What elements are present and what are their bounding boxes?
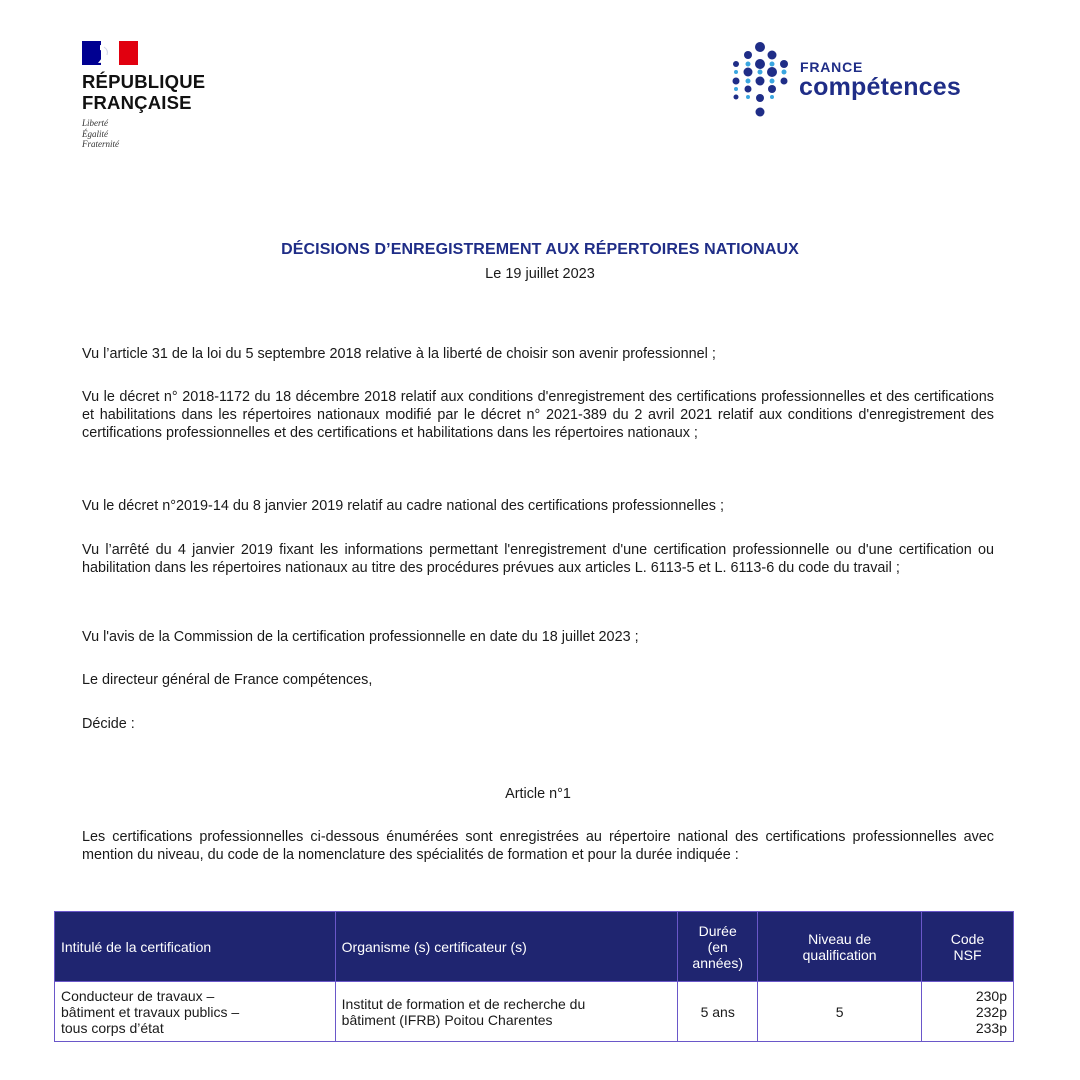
republique-line1: RÉPUBLIQUE bbox=[82, 71, 206, 92]
paragraph-directeur: Le directeur général de France compétences, bbox=[82, 672, 373, 688]
header-niveau bbox=[758, 912, 922, 982]
motto-egalite: Égalité bbox=[82, 128, 108, 139]
cell-nsf bbox=[922, 982, 1014, 1042]
cell-organisme-line1: Institut de formation et de recherche du bbox=[341, 995, 586, 1012]
header-niveau-line2: qualification bbox=[802, 946, 877, 963]
cell-intitule-line1: Conducteur de travaux – bbox=[61, 987, 215, 1004]
certification-table bbox=[54, 911, 1014, 1042]
republique-francaise-logo bbox=[82, 41, 205, 150]
header-niveau-line1: Niveau de bbox=[808, 930, 872, 947]
header-duree bbox=[678, 912, 758, 982]
france-competences-line1: FRANCE bbox=[800, 59, 864, 75]
cell-intitule bbox=[55, 982, 336, 1042]
paragraph-loi: Vu l’article 31 de la loi du 5 septembre 2018 relative à la liberté de choisir son avenir professionnel ; bbox=[82, 346, 716, 362]
article-text: Les certifications professionnelles ci-dessous énumérées sont enregistrées au répertoire national des certifications professionnelles avec mention du niveau, du code de la nomenclature des spécialités de formation et pour la durée indiquée : bbox=[82, 829, 994, 863]
france-competences-dots-icon bbox=[726, 42, 796, 118]
republique-line2: FRANÇAISE bbox=[82, 92, 192, 113]
header-organisme: Organisme (s) certificateur (s) bbox=[335, 912, 678, 982]
marianne-flag-icon bbox=[82, 41, 138, 65]
cell-nsf-line3: 233p bbox=[975, 1019, 1007, 1036]
header-intitule: Intitulé de la certification bbox=[55, 912, 336, 982]
header-duree-line2: (en bbox=[707, 938, 728, 955]
cell-niveau: 5 bbox=[758, 982, 922, 1042]
paragraph-avis: Vu l'avis de la Commission de la certification professionnelle en date du 18 juillet 2023 ; bbox=[82, 629, 639, 645]
republique-motto bbox=[82, 118, 205, 150]
header-code-line2: NSF bbox=[953, 946, 982, 963]
table-header-row bbox=[55, 912, 1014, 982]
cell-nsf-line1: 230p bbox=[975, 987, 1007, 1004]
republique-name bbox=[82, 71, 205, 113]
header-duree-line3: années) bbox=[692, 954, 743, 971]
cell-nsf-line2: 232p bbox=[975, 1003, 1007, 1020]
motto-liberte: Liberté bbox=[82, 118, 108, 128]
paragraph-decret-2019: Vu le décret n°2019-14 du 8 janvier 2019 relatif au cadre national des certifications professionnelles ; bbox=[82, 498, 724, 514]
document-title: DÉCISIONS D’ENREGISTREMENT AUX RÉPERTOIRES NATIONAUX bbox=[281, 241, 799, 258]
motto-fraternite: Fraternité bbox=[82, 139, 119, 149]
paragraph-decret-2018: Vu le décret n° 2018-1172 du 18 décembre 2018 relatif aux conditions d'enregistrement des certifications professionnelles et des certifications et habilitations dans les répertoires nationaux modifié par le décret n° 2021-389 du 2 avril 2021 relatif aux conditions d'enregistrement des certifications professionnelles et des certifications et habilitations dans les répertoires nationaux ; bbox=[82, 389, 994, 441]
header-duree-line1: Durée bbox=[698, 922, 737, 939]
header-code bbox=[922, 912, 1014, 982]
cell-intitule-line3: tous corps d’état bbox=[61, 1019, 164, 1036]
article-heading: Article n°1 bbox=[505, 786, 571, 802]
cell-intitule-line2: bâtiment et travaux publics – bbox=[61, 1003, 240, 1020]
cell-duree: 5 ans bbox=[678, 982, 758, 1042]
header-code-line1: Code bbox=[950, 930, 985, 947]
france-competences-line2: compétences bbox=[799, 73, 961, 101]
paragraph-arrete: Vu l’arrêté du 4 janvier 2019 fixant les informations permettant l'enregistrement d'une certification professionnelle ou d'une certification ou habilitation dans les répertoires nationaux au titre des procédures prévues aux articles L. 6113-5 et L. 6113-6 du code du travail ; bbox=[82, 542, 994, 576]
cell-organisme bbox=[335, 982, 678, 1042]
document-date: Le 19 juillet 2023 bbox=[485, 266, 595, 282]
paragraph-decide: Décide : bbox=[82, 716, 135, 732]
france-competences-logo bbox=[726, 42, 1006, 118]
table-row bbox=[55, 982, 1014, 1042]
cell-organisme-line2: bâtiment (IFRB) Poitou Charentes bbox=[341, 1011, 553, 1028]
